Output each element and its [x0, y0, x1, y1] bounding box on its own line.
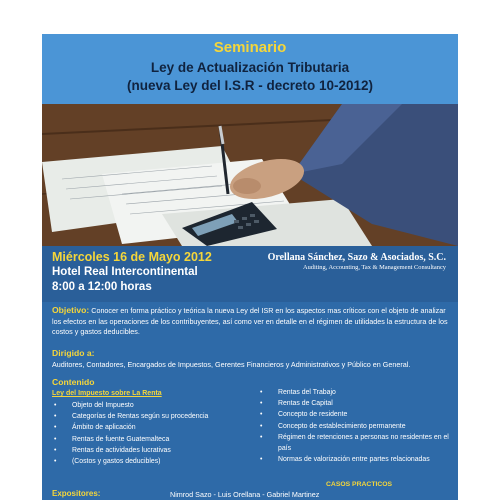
speakers-label: Expositores:	[52, 489, 101, 498]
content-subtitle: Ley del Impuesto sobre La Renta	[52, 390, 162, 397]
audience-text: Auditores, Contadores, Encargados de Impuestos, Gerentes Financieros y Administrativos y Público en General.	[52, 360, 411, 369]
content-label: Contenido	[52, 377, 95, 387]
list-item: • Normas de valorización entre partes relacionadas	[260, 456, 430, 464]
event-subtitle: (nueva Ley del I.S.R - decreto 10-2012)	[126, 78, 374, 93]
list-item: • Objeto del Impuesto	[54, 402, 134, 409]
event-date: Miércoles 16 de Mayo 2012	[52, 250, 212, 264]
firm-services: Auditing, Accounting, Tax & Management Consultancy	[302, 264, 446, 271]
event-venue: Hotel Real Intercontinental	[52, 266, 198, 278]
audience-label: Dirigido a:	[52, 348, 95, 358]
list-item: • Concepto de establecimiento permanente	[260, 422, 406, 430]
list-item: • Concepto de residente	[260, 411, 348, 419]
list-item: • Ámbito de aplicación	[54, 424, 136, 432]
objective-section	[52, 305, 448, 338]
objective-label: Objetivo:	[52, 305, 90, 315]
list-item: • Rentas del Trabajo	[260, 389, 336, 396]
list-item: • (Costos y gastos deducibles)	[54, 458, 161, 466]
list-item: • Rentas de Capital	[260, 400, 333, 408]
firm-name: Orellana Sánchez, Sazo & Asociados, S.C.	[267, 252, 446, 263]
cases-label: CASOS PRACTICOS	[326, 481, 393, 488]
event-title: Ley de Actualización Tributaria	[150, 60, 350, 75]
list-item: • Categorías de Rentas según su procedencia	[54, 413, 209, 421]
event-type: Seminario	[213, 39, 287, 56]
speakers-names: Nimrod Sazo - Luis Orellana - Gabriel Martinez	[170, 490, 320, 499]
list-item: • Rentas de fuente Guatemalteca	[54, 435, 170, 443]
content-list-right	[256, 387, 456, 465]
content-list-left	[50, 400, 240, 467]
objective-text: Conocer en forma práctico y teórica la nueva Ley del ISR en los aspectos mas críticos con el objeto de analizar los efectos en las operaciones de los contribuyentes, así como ver en detalle en el régimen de utilidades la estructura de los costos y gastos deducibles.	[52, 306, 448, 336]
list-item: • Régimen de retenciones a personas no residentes en el país	[260, 433, 449, 453]
list-item: • Rentas de actividades lucrativas	[54, 446, 171, 454]
event-time: 8:00 a 12:00 horas	[52, 281, 152, 293]
